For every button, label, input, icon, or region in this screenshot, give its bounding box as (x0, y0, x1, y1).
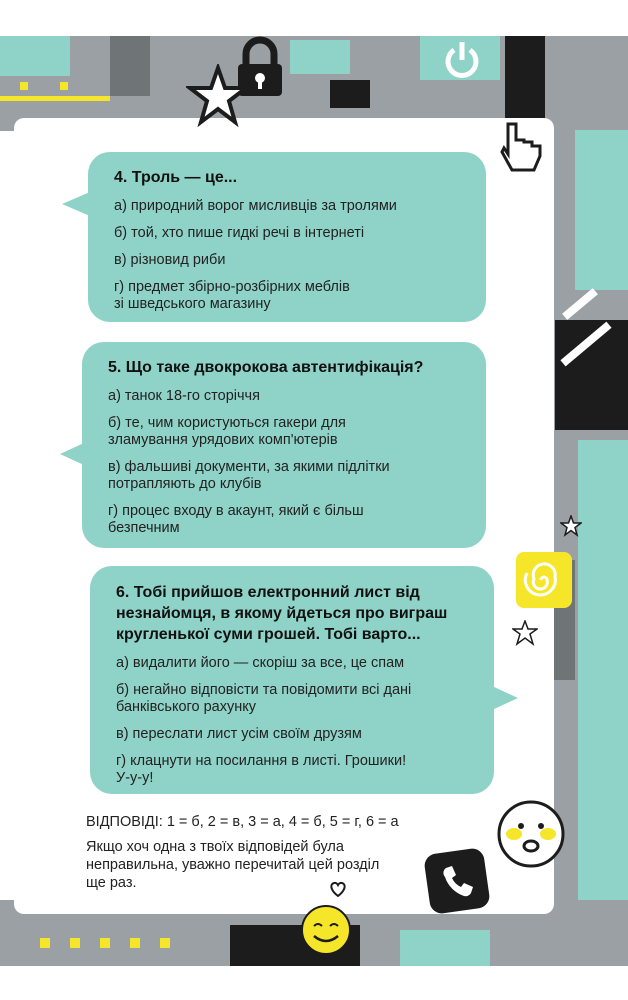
answer-option: б) те, чим користуються гакери для зламування урядових комп'ютерів (108, 415, 346, 448)
answer-option: б) той, хто пише гидкі речі в інтернеті (114, 225, 365, 241)
answer-option: а) видалити його — скоріш за все, це спам (116, 655, 405, 671)
yellow-dot (20, 82, 28, 90)
pointing-hand-icon (500, 120, 550, 180)
answer-option: г) предмет збірно-розбірних меблів зі шведського магазину (114, 279, 350, 312)
answer-option: в) переслати лист усім своїм друзям (116, 726, 362, 742)
answer-option: в) фальшиві документи, за якими підлітки потрапляють до клубів (108, 459, 390, 492)
winking-smiley-icon (294, 900, 358, 956)
yellow-dot (130, 938, 140, 948)
smiley-icon (492, 792, 570, 872)
bubble-tail (62, 192, 90, 216)
power-icon (440, 38, 484, 82)
yellow-dot (60, 82, 68, 90)
question-title: 5. Що таке двокрокова автентифікація? (108, 359, 424, 376)
yellow-dot (160, 938, 170, 948)
small-star-icon (512, 620, 538, 646)
yellow-line (0, 96, 110, 101)
deco-block (330, 80, 370, 108)
answer-option: г) клацнути на посилання в листі. Грошики! У-у-у! (116, 753, 407, 786)
phone-icon (424, 848, 490, 914)
retry-note: Якщо хоч одна з твоїх відповідей була неправильна, уважно перечитай цей розділ ще раз. (86, 839, 380, 891)
spiral-icon (514, 550, 574, 610)
question-bubble-4 (88, 152, 486, 322)
question-bubble-6 (90, 566, 494, 794)
bubble-tail (492, 686, 518, 710)
deco-block (0, 36, 70, 76)
deco-block (290, 40, 350, 74)
deco-block (400, 930, 490, 966)
deco-block (575, 130, 628, 290)
answer-option: б) негайно відповісти та повідомити всі дані банківського рахунку (116, 682, 412, 715)
yellow-dot (100, 938, 110, 948)
deco-block (578, 440, 628, 900)
question-bubble-5 (82, 342, 486, 548)
answer-option: а) природний ворог мисливців за тролями (114, 198, 397, 214)
yellow-dot (40, 938, 50, 948)
answer-option: в) різновид риби (114, 252, 226, 268)
question-title: 6. Тобі прийшов електронний лист від незнайомця, в якому йдеться про виграш кругленької суми грошей. Тобі варто... (116, 584, 448, 643)
yellow-dot (70, 938, 80, 948)
star-icon (186, 64, 250, 128)
bubble-tail (60, 442, 86, 466)
answer-option: г) процес входу в акаунт, який є більш безпечним (108, 503, 364, 536)
question-title: 4. Троль — це... (114, 169, 238, 186)
small-star-icon (560, 515, 582, 537)
answer-option: а) танок 18-го сторіччя (108, 388, 260, 404)
deco-block (110, 36, 150, 96)
answer-key: ВІДПОВІДІ: 1 = б, 2 = в, 3 = а, 4 = б, 5 = г, 6 = а (86, 814, 399, 830)
